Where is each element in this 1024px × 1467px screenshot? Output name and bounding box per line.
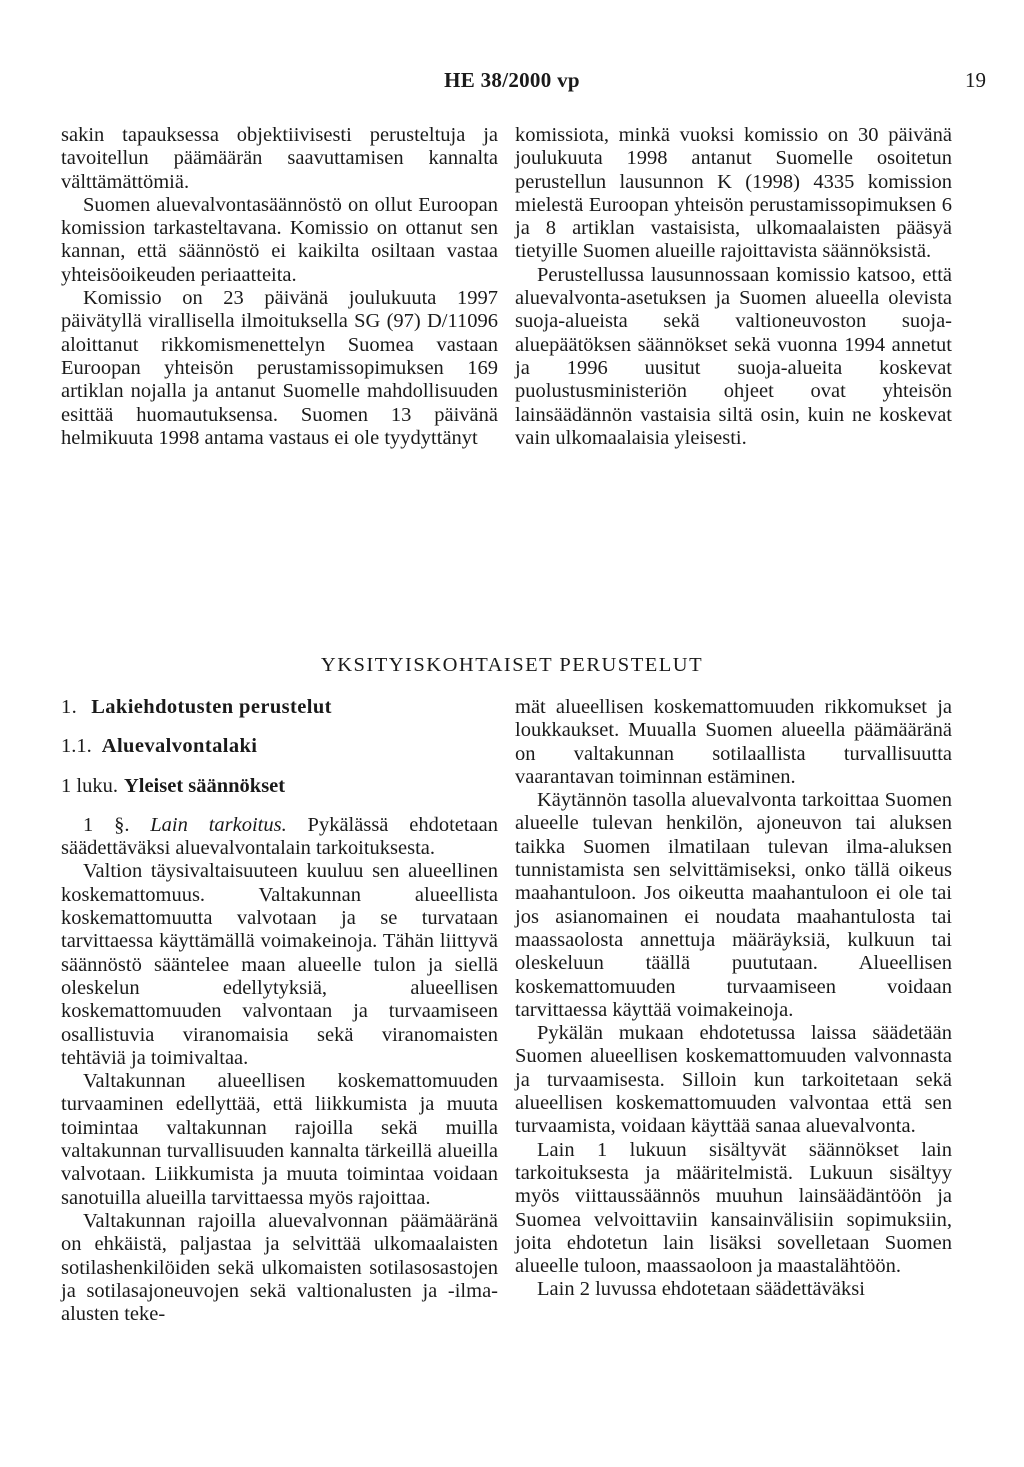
- heading-level-2: [61, 735, 498, 758]
- heading-number: 1.1.: [61, 735, 92, 758]
- heading-text: Lakiehdotusten perustelut: [91, 696, 332, 718]
- paragraph: Käytännön tasolla aluevalvonta tarkoittaa Suomen alueelle tulevan henkilön, ajoneuvon tai aluksen taikka Suomen ilmatilaan tulevan ilma-aluksen tunnistamista sen selvittämiseksi, onko tällä oikeus maahantuloon. Jos oikeutta maahantuloon ei ole tai jos asianomainen ei noudata maahantulosta tai maassaolosta annettuja määräyksiä, kulkuun tai oleskeluun täällä puututaan. Alueellisen koskemattomuuden turvaamiseen voidaan tarvittaessa käyttää voimakeinoja.: [515, 789, 952, 1021]
- heading-level-3: [61, 775, 498, 798]
- paragraph: Valtakunnan alueellisen koskemattomuuden turvaaminen edellyttää, että liikkumista ja muuta toimintaa valtakunnan rajoilla sekä muilla valtakunnan turvallisuuden kannalta tärkeillä alueilla valvotaan. Liikkumista ja muuta toimintaa voidaan sanotuilla alueilla tarvittaessa myös rajoittaa.: [61, 1070, 498, 1209]
- paragraph: mät alueellisen koskemattomuuden rikkomukset ja loukkaukset. Muualla Suomen alueella päämääränä on valtakunnan sotilaallista turvallisuutta vaarantavan toiminnan estäminen.: [515, 696, 952, 788]
- heading-text: Aluevalvontalaki: [101, 735, 258, 758]
- page-header: [0, 60, 1024, 100]
- section-title: YKSITYISKOHTAISET PERUSTELUT: [320, 654, 704, 676]
- section-title-italic: Lain tarkoitus.: [150, 813, 287, 836]
- heading-level-1: [61, 696, 498, 719]
- document-id: HE 38/2000 vp: [444, 68, 580, 92]
- paragraph: Pykälän mukaan ehdotetussa laissa säädetään Suomen alueellisen koskemattomuuden valvonnasta ja turvaamisesta. Silloin kun tarkoitetaan sekä alueellisen koskemattomuuden valvontaa että sen turvaamista, voidaan käyttää sanaa aluevalvonta.: [515, 1022, 952, 1138]
- paragraph: Komissio on 23 päivänä joulukuuta 1997 päivätyllä virallisella ilmoituksella SG (97) D/11096 aloittanut rikkomismenettelyn Suomea vastaan Euroopan yhteisön perustamissopimuksen 169 artiklan nojalla ja antanut Suomelle mahdollisuuden esittää huomautuksensa. Suomen 13 päivänä helmikuuta 1998 antama vastaus ei ole tyydyttänyt: [61, 287, 498, 449]
- bottom-right-column: [515, 696, 952, 1302]
- paragraph: Lain 1 lukuun sisältyvät säännökset lain tarkoituksesta ja määritelmistä. Lukuun sisältyy myös viittaussäännös muuhun lainsäädäntöön ja Suomea velvoittaviin kansainvälisiin sopimuksiin, joita ehdotetun lain lisäksi sovelletaan Suomen alueelle tuloon, maassaoloon ja maastalähtöön.: [515, 1138, 952, 1278]
- section-paragraph: [61, 814, 498, 861]
- paragraph: Suomen aluevalvontasäännöstö on ollut Euroopan komission tarkasteltavana. Komissio on ottanut sen kannan, että säännöstö ei kaikilta osiltaan vastaa yhteisöoikeuden periaatteita.: [61, 193, 498, 286]
- paragraph: komissiota, minkä vuoksi komissio on 30 päivänä joulukuuta 1998 antanut Suomelle osoitetun perustellun lausunnon K (1998) 4335 komission mielestä Euroopan yhteisön perustamissopimuksen 6 ja 8 artiklan vastaisista, ulkomaalaisten pääsyä tietyille Suomen alueille rajoittavista säännöksistä.: [515, 124, 952, 263]
- heading-number: 1 luku.: [61, 774, 118, 797]
- paragraph: Lain 2 luvussa ehdotetaan säädettäväksi: [537, 1278, 865, 1301]
- paragraph: Valtion täysivaltaisuuteen kuuluu sen alueellinen koskemattomuus. Valtakunnan alueellista koskemattomuutta valvotaan ja se turvataan tarvittaessa käyttämällä voimakeinoja. Tähän liittyvä säännöstö sääntelee maan alueelle tulon ja siellä oleskelun edellytyksiä, alueellisen koskemattomuuden valvontaan ja turvaamiseen osallistuvia viranomaisia sekä viranomaisten tehtäviä ja toimivaltaa.: [61, 860, 498, 1069]
- heading-text: Yleiset säännökset: [123, 774, 286, 797]
- paragraph: Valtakunnan rajoilla aluevalvonnan päämääränä on ehkäistä, paljastaa ja selvittää ulkomaalaisten sotilashenkilöiden sekä ulkomaisten sotilasosastojen ja sotilasajoneuvojen sekä valtionalusten ja -ilma-alusten teke-: [61, 1209, 498, 1326]
- paragraph: Perustellussa lausunnossaan komissio katsoo, että aluevalvonta-asetuksen ja Suomen alueella olevista suoja-alueista sekä valtioneuvoston suoja-aluepäätöksen säännökset sekä vuonna 1994 annetut ja 1996 uusitut suoja-alueita koskevat puolustusministeriön ohjeet ovat yhteisön lainsäädännön vastaisia siltä osin, kuin ne koskevat vain ulkomaalaisia yleisesti.: [515, 263, 952, 449]
- section-text: Pykälässä ehdotetaan säädettäväksi aluevalvontalain tarkoituksesta.: [61, 813, 499, 860]
- heading-number: 1.: [61, 696, 78, 718]
- top-right-column: [515, 124, 952, 450]
- section-mark: 1 §.: [83, 813, 130, 836]
- paragraph: sakin tapauksessa objektiivisesti perusteltuja ja tavoitellun päämäärän saavuttamisen kannalta välttämättömiä.: [61, 124, 498, 193]
- bottom-left-column: [61, 696, 498, 1326]
- page-number: 19: [965, 68, 986, 92]
- top-left-column: [61, 124, 498, 450]
